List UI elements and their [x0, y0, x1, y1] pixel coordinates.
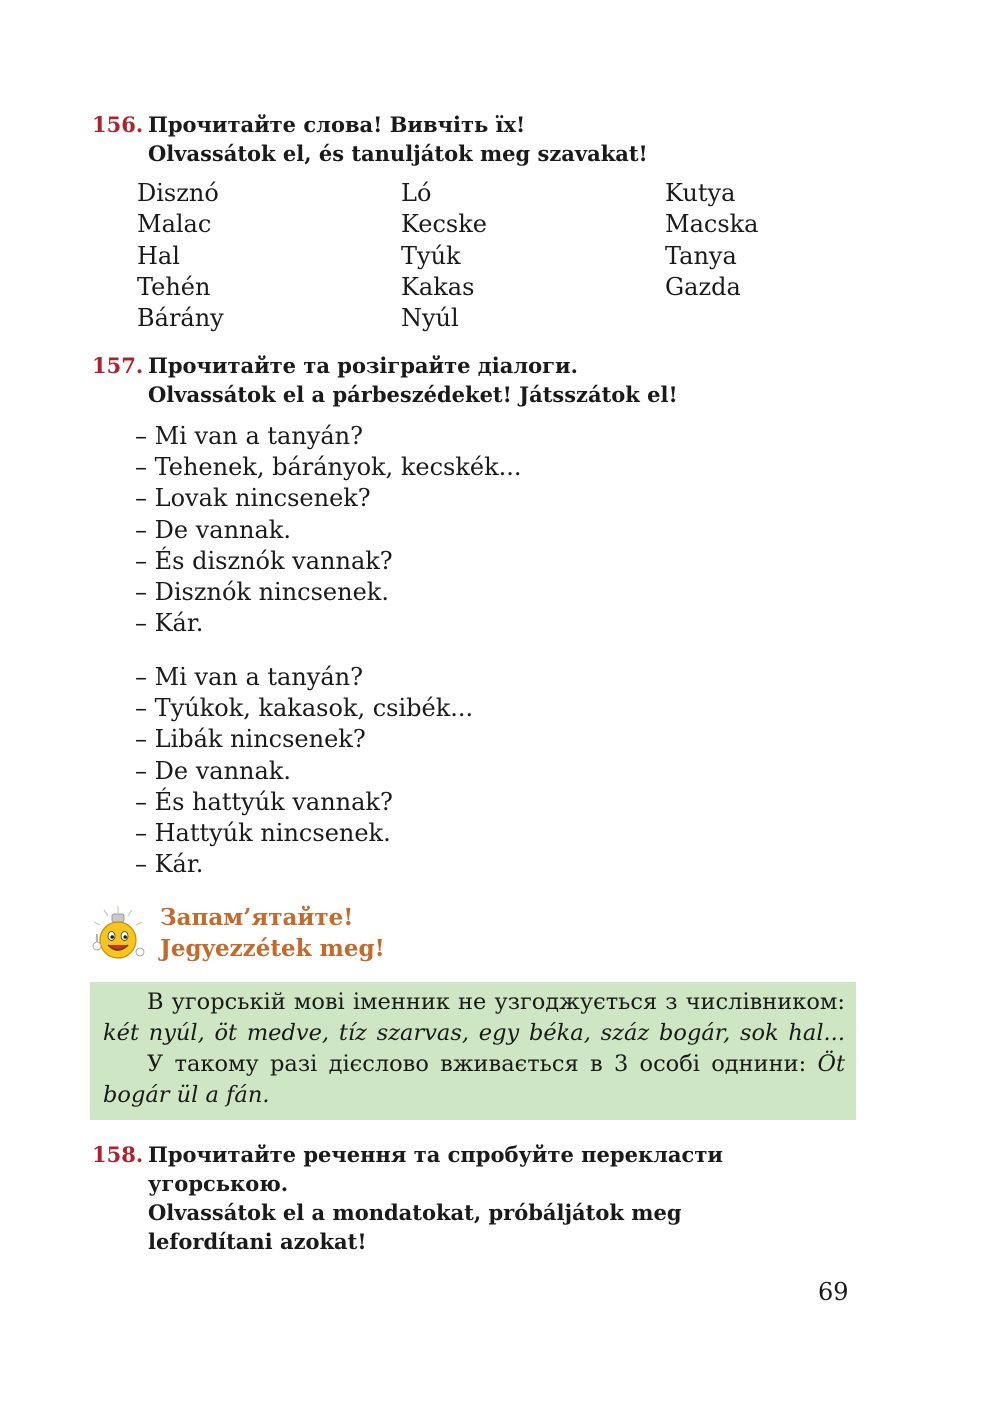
word: Kakas: [401, 272, 475, 301]
dialog-line: – Mi van a tanyán?: [135, 422, 363, 450]
task-instruction-hu-cont: lefordítani azokat!: [148, 1229, 367, 1254]
task-number: 158.: [92, 1142, 144, 1167]
word: Tanya: [665, 241, 737, 270]
word: Nyúl: [401, 304, 459, 333]
dialog-line: – És disznók vannak?: [135, 546, 393, 575]
word: Malac: [137, 210, 212, 239]
dialog-line: – Kár.: [135, 609, 204, 638]
task-156: [92, 110, 872, 168]
remember-title-hu: Jegyezzétek meg!: [160, 935, 385, 962]
dialog-line: – Tyúkok, kakasok, csibék...: [135, 694, 474, 723]
word-column-1: [137, 178, 224, 334]
rule-example-start: Öt: [817, 1051, 845, 1077]
dialog-line: – Hattyúk nincsenek.: [135, 819, 391, 848]
rule-box: [90, 982, 856, 1120]
word: Bárány: [137, 304, 224, 333]
task-instruction-hu: Olvassátok el a párbeszédeket! Játsszátok el!: [148, 382, 678, 407]
dialog-2: [135, 662, 473, 880]
dialog-line: – Libák nincsenek?: [135, 725, 366, 754]
word: Gazda: [665, 272, 741, 301]
word: Kutya: [665, 179, 736, 207]
dialog-line: – Lovak nincsenek?: [135, 484, 371, 513]
task-instruction-hu: Olvassátok el, és tanuljátok meg szavakat!: [148, 141, 648, 166]
dialog-line: – Kár.: [135, 850, 204, 879]
rule-example-end-line: [103, 1080, 845, 1111]
word-column-2: [401, 178, 487, 334]
task-instruction-uk: Прочитайте та розіграйте діалоги.: [148, 353, 578, 378]
dialog-line: – Mi van a tanyán?: [135, 663, 363, 691]
word: Ló: [401, 179, 432, 207]
rule-paragraph-2: [103, 1049, 845, 1080]
task-number: 157.: [92, 353, 144, 378]
rule-paragraph-2-text: У такому разі дієслово вживається в 3 особі однини:: [147, 1051, 818, 1077]
remember-title-uk: Запам’ятайте!: [160, 904, 354, 931]
word: Disznó: [137, 179, 219, 207]
task-158: [92, 1140, 872, 1256]
dialog-line: – És hattyúk vannak?: [135, 787, 393, 816]
rule-paragraph-1: В угорській мові іменник не узгоджується з числівником:: [147, 989, 845, 1015]
word: Hal: [137, 241, 180, 270]
page-number: 69: [818, 1278, 849, 1306]
dialog-line: – De vannak.: [135, 756, 291, 785]
task-instruction-hu: Olvassátok el a mondatokat, próbáljátok meg: [148, 1200, 682, 1225]
word: Kecske: [401, 210, 487, 239]
task-instruction-uk: Прочитайте слова! Вивчіть їх!: [148, 112, 526, 137]
word: Macska: [665, 210, 759, 239]
dialog-line: – Disznók nincsenek.: [135, 578, 389, 607]
task-number: 156.: [92, 112, 144, 137]
rule-examples: [103, 1018, 845, 1049]
dialog-line: – De vannak.: [135, 515, 291, 544]
task-157: [92, 351, 872, 409]
task-instruction-uk: Прочитайте речення та спробуйте перекласти: [148, 1142, 723, 1167]
task-instruction-uk-cont: угорською.: [148, 1171, 289, 1196]
dialog-line: – Tehenek, bárányok, kecskék...: [135, 453, 522, 482]
word: Tyúk: [401, 241, 461, 270]
rule-example-end: bogár ül a fán.: [103, 1082, 270, 1108]
remember-heading: [88, 900, 488, 970]
lightbulb-smiley-icon: [88, 904, 148, 964]
word-column-3: [665, 178, 759, 303]
word: Tehén: [137, 272, 211, 301]
rule-examples-text: két nyúl, öt medve, tíz szarvas, egy béka, száz bogár, sok hal...: [103, 1020, 845, 1046]
dialog-1: [135, 421, 522, 639]
